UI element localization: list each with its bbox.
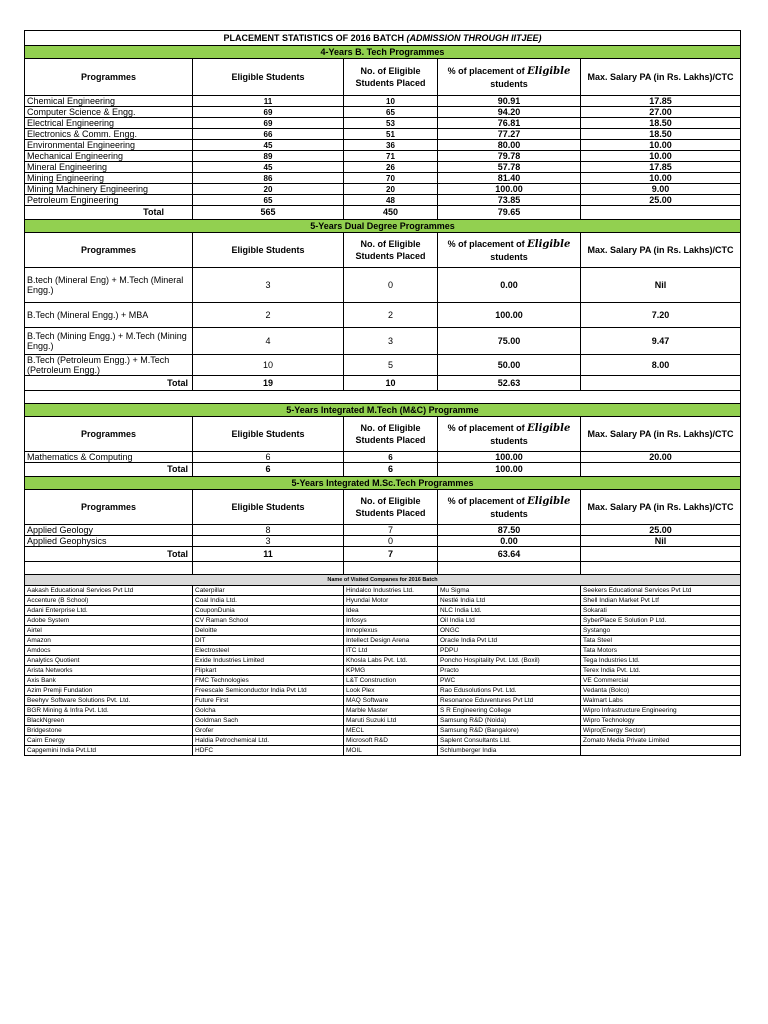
company-name: BlackNgreen [25,716,193,726]
placed-count: 2 [344,303,438,328]
placement-pct: 80.00 [438,140,581,151]
eligible-count: 10 [193,355,344,376]
btech-row [25,195,741,206]
placement-table [24,30,741,756]
header-eligible: Eligible Students [193,59,344,96]
companies-title-row [25,575,741,586]
company-name: NLC India Ltd. [438,606,581,616]
company-row [25,746,741,756]
btech-row [25,162,741,173]
total-pct: 52.63 [438,376,581,391]
company-name: SyberPlace E Solution P Ltd. [581,616,741,626]
programme-name: Mining Engineering [25,173,193,184]
placement-pct: 100.00 [438,303,581,328]
company-name: L&T Construction [344,676,438,686]
company-name: Shell Indian Market Pvt Ltf [581,596,741,606]
header-programmes: Programmes [25,490,193,525]
programme-name: Electrical Engineering [25,118,193,129]
max-salary: 10.00 [581,140,741,151]
placement-pct: 100.00 [438,452,581,463]
company-name: Accenture (B School) [25,596,193,606]
company-name: FMC Technologies [193,676,344,686]
programme-name: Applied Geology [25,525,193,536]
section-heading-row [25,477,741,490]
placement-pct: 87.50 [438,525,581,536]
eligible-count: 69 [193,118,344,129]
placement-pct: 76.81 [438,118,581,129]
total-row-msc [25,547,741,562]
column-header-row [25,490,741,525]
company-name: S R Engineering College [438,706,581,716]
eligible-count: 89 [193,151,344,162]
placed-count: 0 [344,536,438,547]
company-row [25,736,741,746]
total-label: Total [25,206,193,220]
company-name: Khosla Labs Pvt. Ltd. [344,656,438,666]
programme-name: Mining Machinery Engineering [25,184,193,195]
company-name: Wipro Technology [581,716,741,726]
company-name: Adani Enterprise Ltd. [25,606,193,616]
column-header-row [25,417,741,452]
placement-pct: 57.78 [438,162,581,173]
header-salary: Max. Salary PA (in Rs. Lakhs)/CTC [581,233,741,268]
eligible-count: 69 [193,107,344,118]
eligible-count: 20 [193,184,344,195]
header-pct-prefix: % of placement of [447,495,525,506]
programme-name: Electronics & Comm. Engg. [25,129,193,140]
total-label: Total [25,463,193,477]
company-name: Tata Steel [581,636,741,646]
btech-row [25,173,741,184]
max-salary: 18.50 [581,129,741,140]
header-pct [438,417,581,452]
company-name: Schlumberger India [438,746,581,756]
total-placed: 10 [344,376,438,391]
programme-name: Chemical Engineering [25,96,193,107]
blank-cell [25,562,193,575]
company-row [25,596,741,606]
eligible-count: 45 [193,162,344,173]
header-placed: No. of Eligible Students Placed [344,233,438,268]
max-salary: 20.00 [581,452,741,463]
company-name: Coal India Ltd. [193,596,344,606]
placement-pct: 0.00 [438,536,581,547]
company-name: Samsung R&D (Noida) [438,716,581,726]
company-row [25,626,741,636]
company-row [25,606,741,616]
total-placed: 450 [344,206,438,220]
blank-cell [25,391,741,404]
programme-name: B.Tech (Mineral Engg.) + MBA [25,303,193,328]
company-name: VE Commercial [581,676,741,686]
eligible-count: 45 [193,140,344,151]
company-name: BGR Mining & Infra Pvt. Ltd. [25,706,193,716]
btech-row [25,151,741,162]
company-name: Rao Edusolutions Pvt. Ltd. [438,686,581,696]
header-eligible: Eligible Students [193,417,344,452]
total-placed: 7 [344,547,438,562]
total-row-btech [25,206,741,220]
placement-pct: 73.85 [438,195,581,206]
header-placed: No. of Eligible Students Placed [344,417,438,452]
company-name: Walmart Labs [581,696,741,706]
section-heading-mtech: 5-Years Integrated M.Tech (M&C) Programme [25,404,741,417]
company-name: Amazon [25,636,193,646]
placement-pct: 0.00 [438,268,581,303]
total-row-mtech [25,463,741,477]
placement-sheet [24,30,740,756]
company-name: Deloitte [193,626,344,636]
company-name [581,746,741,756]
company-name: Bridgestone [25,726,193,736]
header-eligible: Eligible Students [193,233,344,268]
total-eligible: 19 [193,376,344,391]
max-salary: 18.50 [581,118,741,129]
company-name: CouponDunia [193,606,344,616]
max-salary: 25.00 [581,525,741,536]
company-name: Nestlé India Ltd [438,596,581,606]
blank-cell [438,562,581,575]
company-name: Exide Industries Limited [193,656,344,666]
total-pct: 79.65 [438,206,581,220]
placement-table-body [25,31,741,756]
total-eligible: 6 [193,463,344,477]
company-name: Look Plex [344,686,438,696]
placed-count: 70 [344,173,438,184]
section-heading-btech: 4-Years B. Tech Programmes [25,46,741,59]
section-heading-msc: 5-Years Integrated M.Sc.Tech Programmes [25,477,741,490]
placed-count: 6 [344,452,438,463]
eligible-count: 8 [193,525,344,536]
total-label: Total [25,376,193,391]
company-name: Electrosteel [193,646,344,656]
blank-cell [581,562,741,575]
total-pct: 63.64 [438,547,581,562]
company-name: Terex India Pvt. Ltd. [581,666,741,676]
company-name: Idea [344,606,438,616]
programme-name: B.Tech (Mining Engg.) + M.Tech (Mining Engg.) [25,328,193,355]
placement-pct: 90.91 [438,96,581,107]
company-name: Vedanta (Bolco) [581,686,741,696]
company-name: Future First [193,696,344,706]
header-pct [438,490,581,525]
placed-count: 3 [344,328,438,355]
header-pct-suffix: students [490,508,528,519]
dual-row [25,303,741,328]
placed-count: 48 [344,195,438,206]
company-name: ONGC [438,626,581,636]
msc-row [25,525,741,536]
header-pct-prefix: % of placement of [447,238,525,249]
placed-count: 7 [344,525,438,536]
placement-pct: 77.27 [438,129,581,140]
placed-count: 36 [344,140,438,151]
company-name: Golcha [193,706,344,716]
spacer-row [25,391,741,404]
company-name: PDPU [438,646,581,656]
header-pct-prefix: % of placement of [447,65,525,76]
programme-name: Mineral Engineering [25,162,193,173]
max-salary: 25.00 [581,195,741,206]
company-name: Resonance Eduventures Pvt Ltd [438,696,581,706]
placed-count: 5 [344,355,438,376]
eligible-count: 86 [193,173,344,184]
company-name: CV Raman School [193,616,344,626]
programme-name: Mathematics & Computing [25,452,193,463]
company-name: Caterpillar [193,586,344,596]
programme-name: B.Tech (Petroleum Engg.) + M.Tech (Petroleum Engg.) [25,355,193,376]
max-salary: 7.20 [581,303,741,328]
company-row [25,616,741,626]
msc-row [25,536,741,547]
eligible-count: 3 [193,268,344,303]
programme-name: Applied Geophysics [25,536,193,547]
placed-count: 65 [344,107,438,118]
header-salary: Max. Salary PA (in Rs. Lakhs)/CTC [581,59,741,96]
programme-name: Petroleum Engineering [25,195,193,206]
header-pct-em: Eligible [527,238,571,250]
total-pct: 100.00 [438,463,581,477]
company-name: Infosys [344,616,438,626]
total-salary [581,547,741,562]
placed-count: 51 [344,129,438,140]
btech-row [25,107,741,118]
company-row [25,586,741,596]
company-name: Intellect Design Arena [344,636,438,646]
header-eligible: Eligible Students [193,490,344,525]
header-pct-em: Eligible [527,65,571,77]
section-heading-row [25,220,741,233]
company-name: ITC Ltd [344,646,438,656]
placed-count: 0 [344,268,438,303]
title-row [25,31,741,46]
company-name: Hyundai Motor [344,596,438,606]
placed-count: 20 [344,184,438,195]
company-name: Oracle India Pvt Ltd [438,636,581,646]
company-name: Oil India Ltd [438,616,581,626]
header-programmes: Programmes [25,233,193,268]
company-row [25,706,741,716]
max-salary: 10.00 [581,173,741,184]
company-name: Innoplexus [344,626,438,636]
header-programmes: Programmes [25,59,193,96]
company-name: MAQ Software [344,696,438,706]
btech-row [25,118,741,129]
eligible-count: 4 [193,328,344,355]
placement-pct: 50.00 [438,355,581,376]
company-name: KPMG [344,666,438,676]
company-name: MECL [344,726,438,736]
company-name: Amdocs [25,646,193,656]
total-salary [581,463,741,477]
eligible-count: 11 [193,96,344,107]
company-row [25,716,741,726]
company-name: Sokarati [581,606,741,616]
company-name: Practo [438,666,581,676]
company-row [25,636,741,646]
section-heading-dual: 5-Years Dual Degree Programmes [25,220,741,233]
column-header-row [25,59,741,96]
programme-name: B.tech (Mineral Eng) + M.Tech (Mineral Engg.) [25,268,193,303]
company-name: Azim Premji Fundation [25,686,193,696]
header-placed: No. of Eligible Students Placed [344,59,438,96]
company-name: Beehyv Software Solutions Pvt. Ltd. [25,696,193,706]
btech-row [25,184,741,195]
company-row [25,726,741,736]
company-name: Tega Industries Ltd. [581,656,741,666]
header-placed: No. of Eligible Students Placed [344,490,438,525]
dual-row [25,268,741,303]
total-salary [581,376,741,391]
company-name: Seekers Educational Services Pvt Ltd [581,586,741,596]
mtech-row [25,452,741,463]
programme-name: Mechanical Engineering [25,151,193,162]
company-name: Microsoft R&D [344,736,438,746]
header-pct [438,59,581,96]
header-pct-suffix: students [490,435,528,446]
total-label: Total [25,547,193,562]
blank-row [25,562,741,575]
eligible-count: 2 [193,303,344,328]
company-row [25,676,741,686]
max-salary: Nil [581,536,741,547]
companies-title: Name of Visited Companes for 2016 Batch [25,575,741,586]
total-eligible: 565 [193,206,344,220]
company-row [25,656,741,666]
page-title [25,31,741,46]
company-name: Tata Motors [581,646,741,656]
company-name: Wipro Infrastructure Engineering [581,706,741,716]
programme-name: Environmental Engineering [25,140,193,151]
total-eligible: 11 [193,547,344,562]
placement-pct: 94.20 [438,107,581,118]
company-name: Freescale Semiconductor India Pvt Ltd [193,686,344,696]
total-placed: 6 [344,463,438,477]
total-salary [581,206,741,220]
company-name: Flipkart [193,666,344,676]
company-name: PWC [438,676,581,686]
dual-row [25,328,741,355]
placed-count: 53 [344,118,438,129]
max-salary: 9.00 [581,184,741,195]
title-text: PLACEMENT STATISTICS OF 2016 BATCH [223,32,404,43]
eligible-count: 3 [193,536,344,547]
header-salary: Max. Salary PA (in Rs. Lakhs)/CTC [581,417,741,452]
company-name: Airtel [25,626,193,636]
company-name: Maruti Suzuki Ltd [344,716,438,726]
section-heading-row [25,46,741,59]
company-name: Hindalco Industries Ltd. [344,586,438,596]
company-name: Wipro(Energy Sector) [581,726,741,736]
placed-count: 26 [344,162,438,173]
placed-count: 71 [344,151,438,162]
max-salary: 17.85 [581,162,741,173]
max-salary: 27.00 [581,107,741,118]
company-name: Aakash Educational Services Pvt Ltd [25,586,193,596]
header-pct-em: Eligible [527,422,571,434]
company-name: Samsung R&D (Bangalore) [438,726,581,736]
section-heading-row [25,404,741,417]
header-pct-prefix: % of placement of [447,422,525,433]
company-row [25,666,741,676]
company-row [25,686,741,696]
company-name: DIT [193,636,344,646]
max-salary: 8.00 [581,355,741,376]
company-name: Arista Networks [25,666,193,676]
company-name: MOIL [344,746,438,756]
company-name: Capgemini India Pvt.Ltd [25,746,193,756]
company-row [25,646,741,656]
btech-row [25,96,741,107]
title-italic: (ADMISSION THROUGH IITJEE) [406,32,542,43]
company-name: Haldia Petrochemical Ltd. [193,736,344,746]
max-salary: 10.00 [581,151,741,162]
header-salary: Max. Salary PA (in Rs. Lakhs)/CTC [581,490,741,525]
max-salary: Nil [581,268,741,303]
placement-pct: 100.00 [438,184,581,195]
company-name: Axis Bank [25,676,193,686]
btech-row [25,140,741,151]
total-row-dual [25,376,741,391]
eligible-count: 6 [193,452,344,463]
placement-pct: 75.00 [438,328,581,355]
company-name: Mu Sigma [438,586,581,596]
blank-cell [344,562,438,575]
eligible-count: 65 [193,195,344,206]
header-pct-em: Eligible [527,495,571,507]
column-header-row [25,233,741,268]
company-name: Analytics Quotient [25,656,193,666]
company-name: Adobe System [25,616,193,626]
dual-row [25,355,741,376]
company-name: Poncho Hospitality Pvt. Ltd. (Boxil) [438,656,581,666]
company-name: Goldman Sach [193,716,344,726]
header-programmes: Programmes [25,417,193,452]
header-pct-suffix: students [490,78,528,89]
company-name: Grofer [193,726,344,736]
company-name: Systango [581,626,741,636]
placement-pct: 79.78 [438,151,581,162]
placement-pct: 81.40 [438,173,581,184]
eligible-count: 66 [193,129,344,140]
company-name: Cairn Energy [25,736,193,746]
blank-cell [193,562,344,575]
company-name: HDFC [193,746,344,756]
company-name: Zomato Media Private Limited [581,736,741,746]
max-salary: 17.85 [581,96,741,107]
placed-count: 10 [344,96,438,107]
company-name: Saplent Consultants Ltd. [438,736,581,746]
header-pct [438,233,581,268]
header-pct-suffix: students [490,251,528,262]
company-name: Marble Master [344,706,438,716]
max-salary: 9.47 [581,328,741,355]
company-row [25,696,741,706]
programme-name: Computer Science & Engg. [25,107,193,118]
btech-row [25,129,741,140]
